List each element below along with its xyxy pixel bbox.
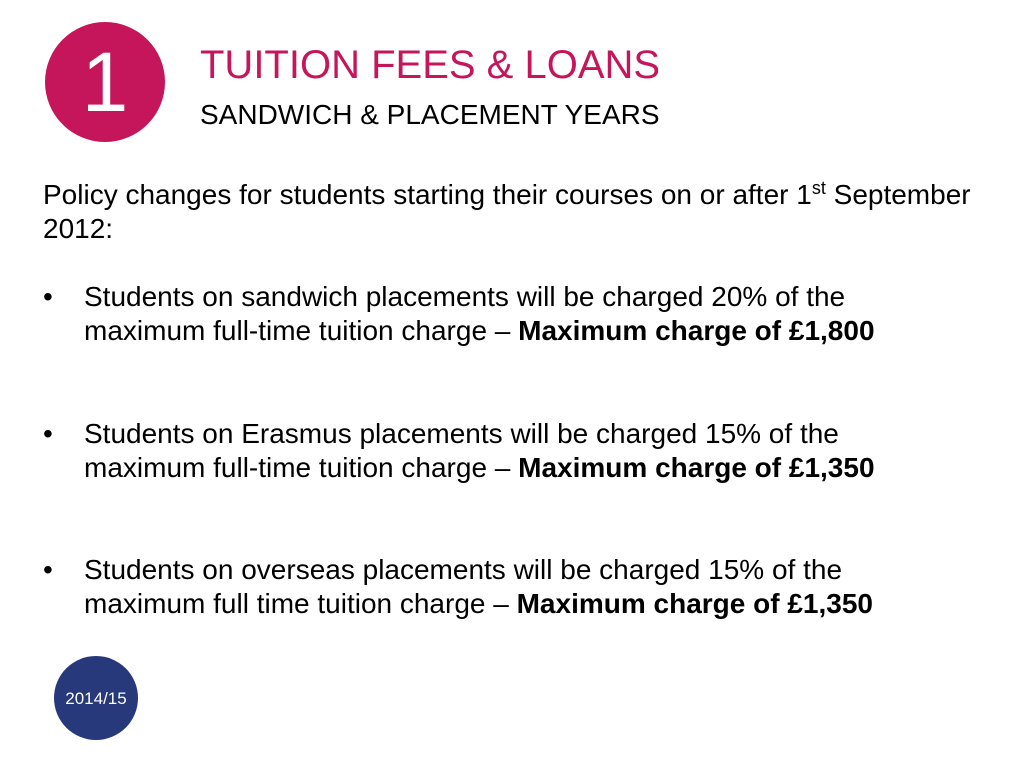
bullet-text: maximum full-time tuition charge –	[84, 315, 519, 346]
bullet-item	[43, 553, 993, 621]
bullet-marker: •	[43, 554, 53, 585]
intro-line-1	[43, 178, 971, 215]
bullet-item	[43, 417, 993, 485]
bullet-text-line	[84, 587, 873, 621]
bullet-bold-text: Maximum charge of £1,350	[516, 588, 873, 619]
slide-subtitle: SANDWICH & PLACEMENT YEARS	[200, 99, 660, 130]
bullet-text-line: Students on Erasmus placements will be charged 15% of the	[84, 418, 839, 449]
bullet-bold-text: Maximum charge of £1,800	[518, 315, 875, 346]
intro-text: Policy changes for students starting their courses on or after 1	[43, 179, 812, 210]
year-badge	[54, 656, 138, 740]
bullet-text: maximum full time tuition charge –	[84, 588, 517, 619]
section-number: 1	[81, 35, 129, 129]
intro-text-continued: September	[825, 179, 971, 210]
bullet-text-line	[84, 314, 875, 348]
bullet-text-line: Students on overseas placements will be charged 15% of the	[84, 554, 843, 585]
bullet-text: maximum full-time tuition charge –	[84, 452, 519, 483]
section-number-circle	[45, 22, 165, 142]
year-badge-label: 2014/15	[65, 688, 127, 708]
bullet-bold-text: Maximum charge of £1,350	[518, 452, 875, 483]
bullet-marker: •	[43, 418, 53, 449]
bullet-item	[43, 280, 993, 348]
bullet-marker: •	[43, 281, 53, 312]
bullet-text-line: Students on sandwich placements will be charged 20% of the	[84, 281, 846, 312]
slide-title: TUITION FEES & LOANS	[200, 43, 661, 87]
bullet-text-line	[84, 451, 875, 485]
intro-line-2: 2012:	[43, 213, 114, 244]
ordinal-superscript: st	[811, 178, 826, 198]
